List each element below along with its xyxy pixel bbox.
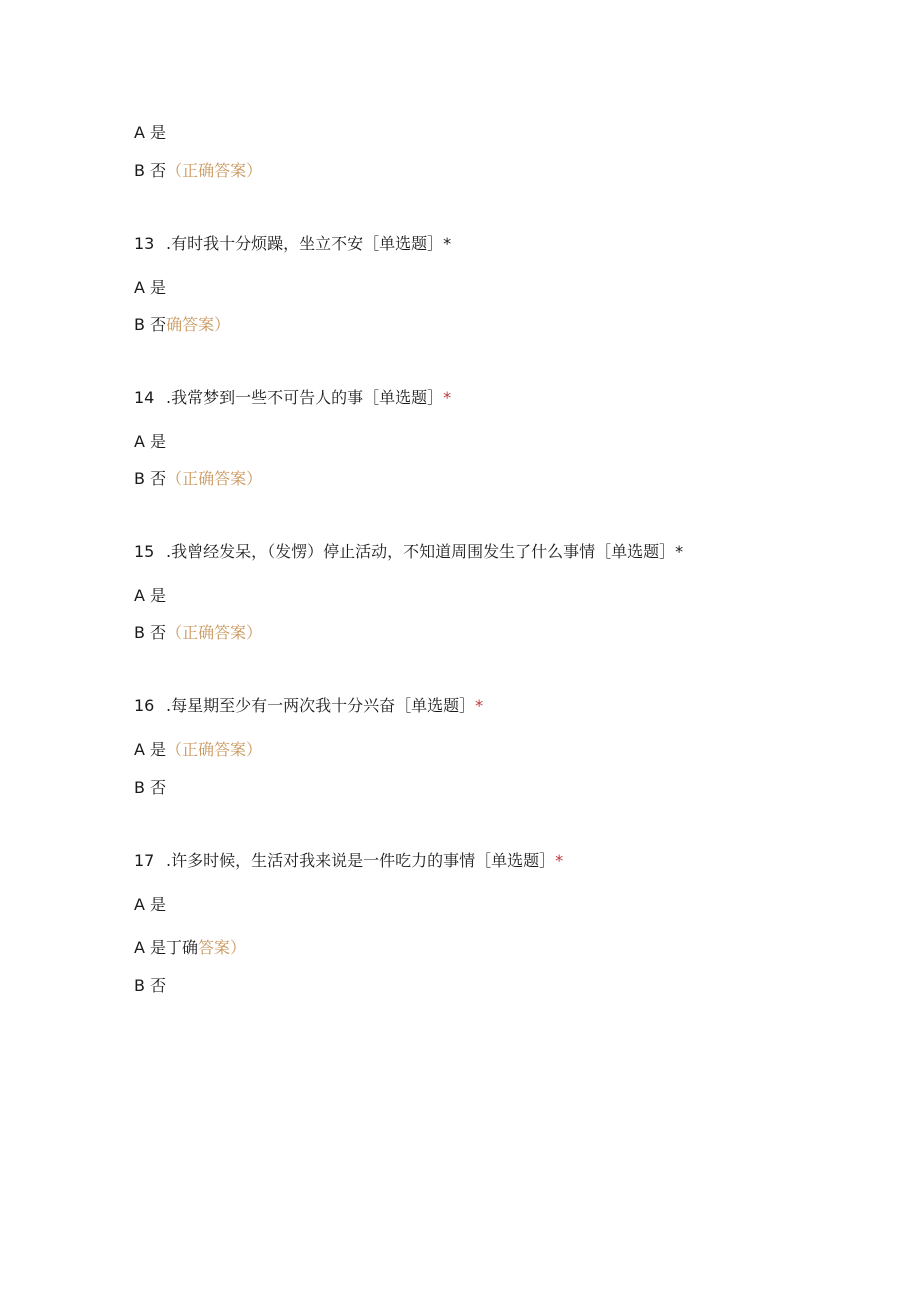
q17-option-a-duplicate[interactable] — [134, 937, 246, 959]
required-star: * — [675, 542, 684, 561]
required-star: * — [555, 851, 564, 870]
option-label: B 否 — [134, 778, 167, 797]
question-text: .我常梦到一些不可告人的事［单选题］ — [166, 388, 444, 407]
required-star: * — [475, 696, 484, 715]
q14-option-b[interactable] — [134, 468, 262, 490]
question-17-title — [134, 850, 563, 872]
option-label: B 否 — [134, 623, 167, 642]
q16-option-b[interactable] — [134, 777, 166, 799]
correct-answer-mark: （正确答案） — [166, 623, 263, 642]
q12-option-a[interactable] — [134, 122, 166, 144]
question-number: 17 — [134, 851, 155, 870]
question-number: 15 — [134, 542, 155, 561]
option-label: A 是 — [134, 278, 167, 297]
option-label: B 否 — [134, 161, 167, 180]
question-15-title — [134, 541, 683, 563]
question-text: .每星期至少有一两次我十分兴奋［单选题］ — [166, 696, 476, 715]
q13-option-b[interactable] — [134, 314, 230, 336]
option-label: A 是 — [134, 123, 167, 142]
q17-option-b[interactable] — [134, 975, 166, 997]
required-star: * — [443, 234, 452, 253]
question-text: .许多时候，生活对我来说是一件吃力的事情［单选题］ — [166, 851, 556, 870]
option-label: A 是 — [134, 740, 167, 759]
q15-option-b[interactable] — [134, 622, 262, 644]
question-number: 13 — [134, 234, 155, 253]
correct-answer-mark: （正确答案） — [166, 161, 263, 180]
option-label: B 否 — [134, 315, 167, 334]
correct-answer-mark: 确答案） — [166, 315, 231, 334]
question-text: .我曾经发呆，（发愣）停止活动，不知道周围发生了什么事情［单选题］ — [166, 542, 676, 561]
correct-answer-mark: 答案） — [198, 938, 247, 957]
option-label: B 否 — [134, 469, 167, 488]
q13-option-a[interactable] — [134, 277, 166, 299]
q16-option-a[interactable] — [134, 739, 262, 761]
correct-answer-mark: （正确答案） — [166, 740, 263, 759]
q15-option-a[interactable] — [134, 585, 166, 607]
question-14-title — [134, 387, 451, 409]
question-16-title — [134, 695, 483, 717]
option-label: A 是 — [134, 895, 167, 914]
option-label: B 否 — [134, 976, 167, 995]
option-label: A 是丁确 — [134, 938, 199, 957]
question-13-title — [134, 233, 451, 255]
q14-option-a[interactable] — [134, 431, 166, 453]
question-text: .有时我十分烦躁，坐立不安［单选题］ — [166, 234, 444, 253]
correct-answer-mark: （正确答案） — [166, 469, 263, 488]
q17-option-a[interactable] — [134, 894, 166, 916]
option-label: A 是 — [134, 586, 167, 605]
question-number: 16 — [134, 696, 155, 715]
required-star: * — [443, 388, 452, 407]
q12-option-b[interactable] — [134, 160, 262, 182]
question-number: 14 — [134, 388, 155, 407]
option-label: A 是 — [134, 432, 167, 451]
